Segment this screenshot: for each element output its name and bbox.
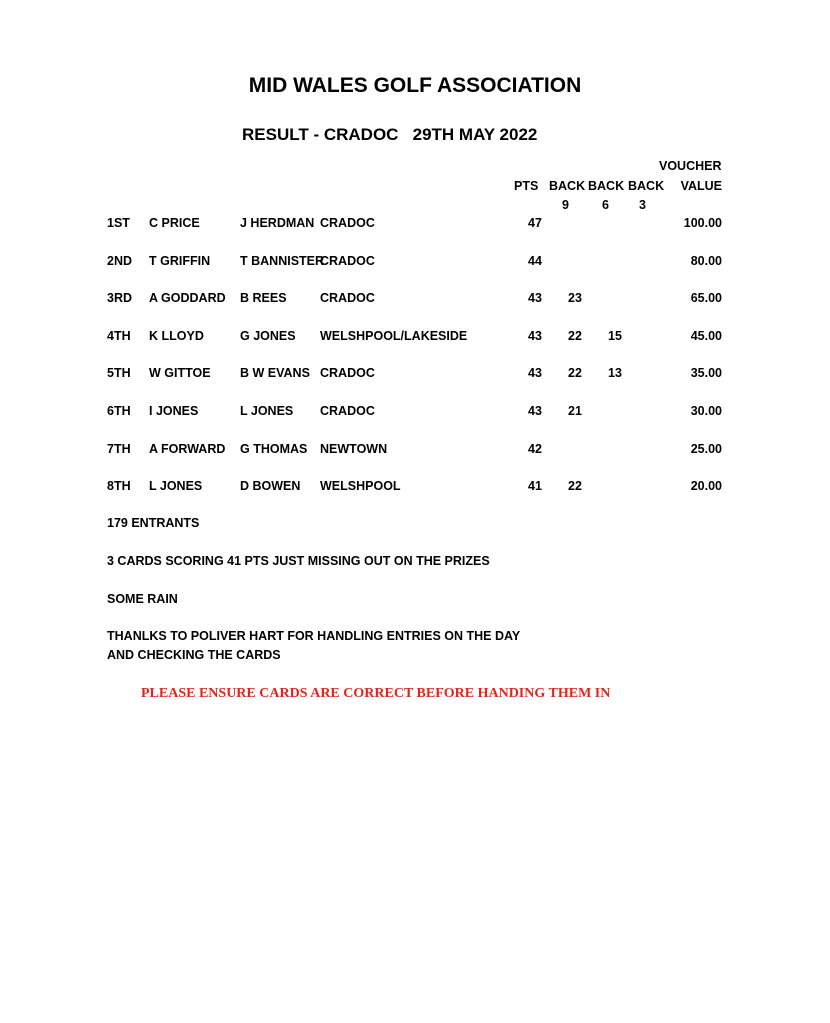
cell-back6: 13 [608, 366, 622, 381]
cell-pts: 44 [528, 253, 542, 268]
cell-position: 4TH [107, 328, 131, 343]
thanks-note-line2: AND CHECKING THE CARDS [107, 648, 281, 662]
cell-pts: 47 [528, 216, 542, 230]
cell-club: CRADOC [320, 253, 375, 268]
cell-club: CRADOC [320, 366, 375, 381]
cell-back9: 22 [568, 328, 582, 343]
cell-position: 2ND [107, 253, 133, 268]
cell-value: 20.00 [690, 479, 722, 494]
cell-pts: 43 [528, 404, 542, 418]
cell-position: 7TH [107, 441, 131, 456]
cell-pts: 41 [528, 479, 542, 494]
cell-value: 100.00 [683, 216, 722, 230]
cell-value: 45.00 [690, 328, 722, 343]
cell-club: WELSHPOOL [320, 479, 401, 494]
entrants-note: 179 ENTRANTS [107, 516, 200, 530]
cell-pts: 43 [528, 328, 542, 343]
cell-value: 35.00 [690, 366, 722, 381]
cell-player-2: G JONES [240, 328, 296, 343]
cell-player-1: A FORWARD [149, 441, 226, 456]
cell-value: 25.00 [690, 441, 722, 456]
cell-position: 8TH [107, 479, 131, 494]
cell-pts: 43 [528, 366, 542, 381]
page-subtitle: RESULT - CRADOC 29TH MAY 2022 [242, 125, 538, 144]
cell-player-2: B W EVANS [240, 366, 310, 381]
header-voucher: VOUCHER [659, 159, 722, 173]
cell-value: 65.00 [690, 291, 722, 306]
cell-back9: 22 [568, 366, 582, 381]
cell-back9: 23 [568, 291, 582, 306]
cell-player-1: K LLOYD [149, 328, 204, 343]
header-value: VALUE [680, 179, 722, 193]
header-back6-top: BACK [588, 179, 625, 193]
cards-notice: PLEASE ENSURE CARDS ARE CORRECT BEFORE HANDING THEM IN [141, 686, 611, 701]
header-back3-bottom: 3 [639, 198, 646, 212]
missing-out-note: 3 CARDS SCORING 41 PTS JUST MISSING OUT ON THE PRIZES [107, 554, 490, 568]
cell-player-2: L JONES [240, 404, 294, 418]
cell-player-2: J HERDMAN [240, 216, 315, 230]
cell-pts: 43 [528, 291, 542, 306]
cell-player-1: C PRICE [149, 216, 200, 230]
header-pts: PTS [514, 179, 539, 193]
cell-player-1: W GITTOE [149, 366, 211, 381]
cell-back6: 15 [608, 328, 622, 343]
cell-position: 1ST [107, 216, 130, 230]
cell-club: WELSHPOOL/LAKESIDE [320, 328, 468, 343]
header-back3-top: BACK [628, 179, 665, 193]
cell-back9: 22 [568, 479, 582, 494]
header-back9-top: BACK [549, 179, 586, 193]
cell-player-2: T BANNISTER [240, 253, 325, 268]
header-back6-bottom: 6 [602, 198, 609, 212]
cell-position: 3RD [107, 291, 133, 306]
cell-club: CRADOC [320, 291, 375, 306]
cell-player-2: D BOWEN [240, 479, 301, 494]
cell-club: NEWTOWN [320, 441, 388, 456]
cell-club: CRADOC [320, 216, 375, 230]
cell-position: 5TH [107, 366, 131, 381]
cell-player-1: L JONES [149, 479, 203, 494]
cell-player-1: T GRIFFIN [149, 253, 211, 268]
cell-position: 6TH [107, 404, 131, 418]
cell-value: 80.00 [690, 253, 722, 268]
weather-note: SOME RAIN [107, 592, 178, 606]
cell-pts: 42 [528, 441, 542, 456]
cell-player-2: B REES [240, 291, 287, 306]
cell-value: 30.00 [690, 404, 722, 418]
cell-player-2: G THOMAS [240, 441, 308, 456]
page-title: MID WALES GOLF ASSOCIATION [248, 74, 582, 97]
cell-club: CRADOC [320, 404, 375, 418]
cell-back9: 21 [568, 404, 582, 418]
cell-player-1: I JONES [149, 404, 199, 418]
header-back9-bottom: 9 [562, 198, 569, 212]
cell-player-1: A GODDARD [149, 291, 226, 306]
thanks-note-line1: THANLKS TO POLIVER HART FOR HANDLING ENTRIES ON THE DAY [107, 629, 521, 643]
